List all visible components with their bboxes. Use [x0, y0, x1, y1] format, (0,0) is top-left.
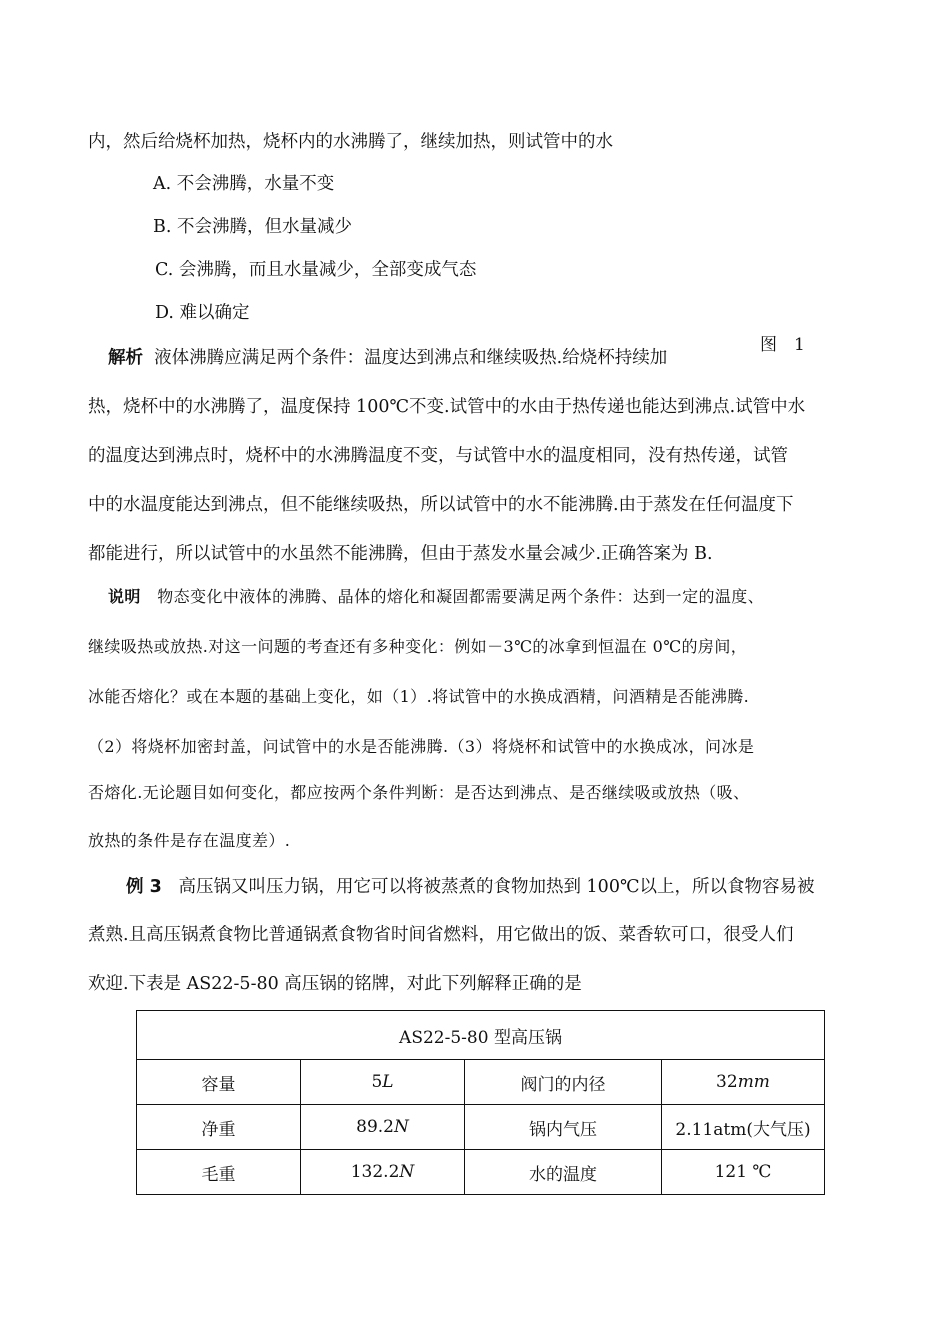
table-cell: 毛重: [137, 1150, 301, 1195]
table-row: [137, 1150, 825, 1195]
note-line-1: 说明 物态变化中液体的沸腾、晶体的熔化和凝固都需要满足两个条件：达到一定的温度、: [108, 587, 765, 606]
table-cell: 121 ℃: [662, 1150, 825, 1195]
question-text: 内，然后给烧杯加热，烧杯内的水沸腾了，继续加热，则试管中的水: [88, 132, 613, 152]
note-line-4: （2）将烧杯加密封盖，问试管中的水是否能沸腾.（3）将烧杯和试管中的水换成冰，问冰是: [88, 737, 755, 756]
spec-table: [136, 1010, 825, 1195]
table-title: AS22-5-80 型高压锅: [137, 1011, 825, 1060]
note-line-6: 放热的条件是存在温度差）.: [88, 831, 291, 850]
table-row: [137, 1060, 825, 1105]
table-cell: 水的温度: [465, 1150, 662, 1195]
example-line-1: 例 3 高压锅又叫压力锅，用它可以将被蒸煮的食物加热到 100℃以上，所以食物容易被: [126, 877, 815, 897]
analysis-text: 液体沸腾应满足两个条件：温度达到沸点和继续吸热.给烧杯持续加: [154, 348, 668, 368]
table-row: [137, 1105, 825, 1150]
option-c: C. 会沸腾，而且水量减少，全部变成气态: [155, 260, 477, 280]
table-cell: 阀门的内径: [465, 1060, 662, 1105]
analysis-title: 解析: [108, 348, 143, 368]
analysis-line-3: 的温度达到沸点时，烧杯中的水沸腾温度不变，与试管中水的温度相同，没有热传递，试管: [88, 446, 788, 466]
option-a: A. 不会沸腾，水量不变: [153, 174, 335, 194]
note-line-2: 继续吸热或放热.对这一问题的考查还有多种变化：例如－3℃的冰拿到恒温在 0℃的房间，: [88, 637, 748, 656]
table-cell: 89.2N: [301, 1105, 465, 1150]
table-cell: 32mm: [662, 1060, 825, 1105]
figure-label: 图 1: [760, 335, 805, 355]
analysis-line-1: [108, 344, 667, 369]
table-cell: 5L: [301, 1060, 465, 1105]
analysis-line-2: 热，烧杯中的水沸腾了，温度保持 100℃不变.试管中的水由于热传递也能达到沸点.试管中水: [88, 397, 806, 417]
table-cell: 容量: [137, 1060, 301, 1105]
example-line-2: 煮熟.且高压锅煮食物比普通锅煮食物省时间省燃料，用它做出的饭、菜香软可口，很受人们: [88, 925, 794, 945]
note-line-3: 冰能否熔化？或在本题的基础上变化，如（1）.将试管中的水换成酒精，问酒精是否能沸腾.: [88, 687, 750, 706]
note-title: 说明: [108, 587, 141, 606]
analysis-line-5: 都能进行，所以试管中的水虽然不能沸腾，但由于蒸发水量会减少.正确答案为 B.: [88, 544, 713, 564]
example-line-3: 欢迎.下表是 AS22-5-80 高压锅的铭牌，对此下列解释正确的是: [88, 974, 582, 994]
table-cell: 2.11atm(大气压): [662, 1105, 825, 1150]
table-cell: 净重: [137, 1105, 301, 1150]
option-b: B. 不会沸腾，但水量减少: [153, 217, 352, 237]
table-cell: 锅内气压: [465, 1105, 662, 1150]
table-cell: 132.2N: [301, 1150, 465, 1195]
note-line-5: 否熔化.无论题目如何变化，都应按两个条件判断：是否达到沸点、是否继续吸或放热（吸、: [88, 783, 750, 802]
analysis-line-4: 中的水温度能达到沸点，但不能继续吸热，所以试管中的水不能沸腾.由于蒸发在任何温度下: [88, 495, 794, 515]
example-title: 例 3: [126, 877, 162, 897]
option-d: D. 难以确定: [155, 303, 250, 323]
